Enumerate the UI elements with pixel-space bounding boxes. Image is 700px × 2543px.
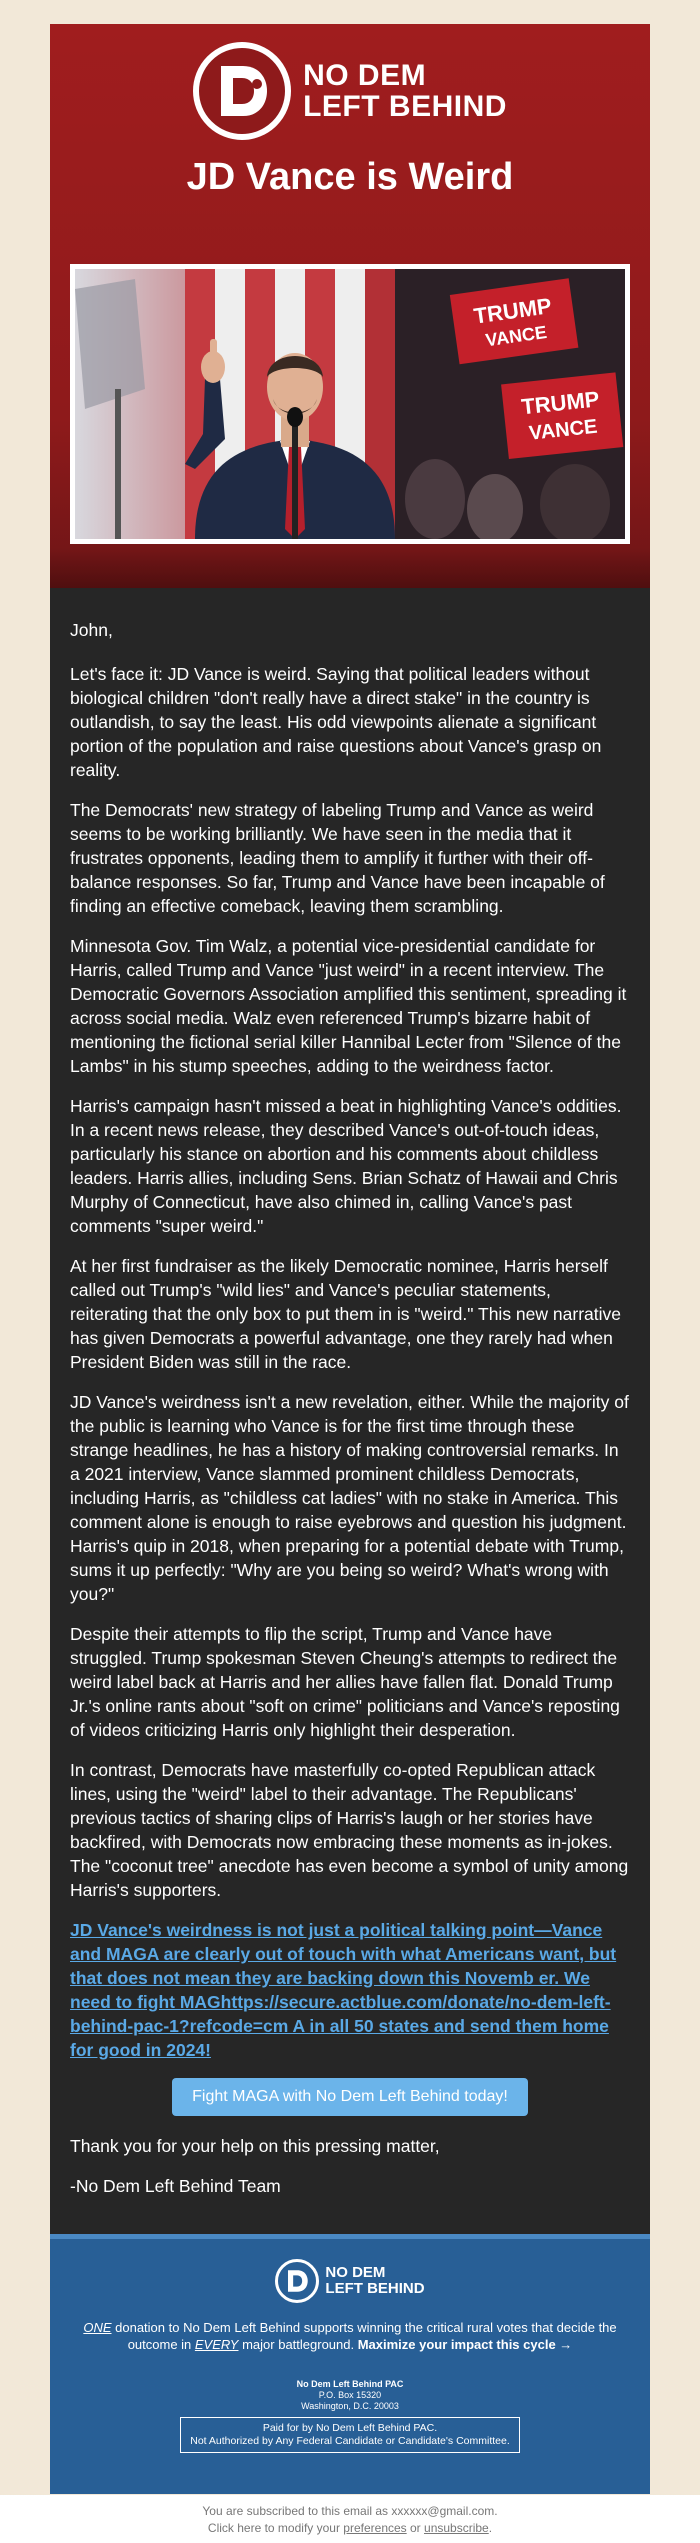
footer-brand-name [325, 2265, 424, 2297]
unsubscribe-link[interactable]: unsubscribe [424, 2521, 489, 2535]
city-line: Washington, D.C. 20003 [301, 2401, 399, 2411]
body-paragraph: The Democrats' new strategy of labeling Trump and Vance as weird seems to be working brilliantly. We have seen in the media that it frustrates opponents, leading them to amplify it further with their off-balance responses. So far, Trump and Vance have been incapable of finding an effective comeback, leaving them scrambling. [70, 800, 605, 916]
mailing-address [50, 2379, 650, 2412]
d-logo-icon [275, 2259, 319, 2303]
button-row [70, 2078, 630, 2116]
email-header [50, 24, 650, 588]
pitch-text: donation to No Dem Left Behind supports winning the critical rural votes that decide the outcome in [111, 2320, 617, 2352]
thanks-text: Thank you for your help on this pressing matter, [70, 2136, 440, 2156]
email-card [50, 24, 650, 2494]
body-paragraph: In contrast, Democrats have masterfully co-opted Republican attack lines, using the "weird" label to their advantage. The Republicans' previous tactics of sharing clips of Harris's laugh or her stories have backfired, with Democrats now embracing these moments as in-jokes. The "coconut tree" anecdote has even become a symbol of unity among Harris's supporters. [70, 1760, 629, 1900]
body-paragraph: At her first fundraiser as the likely Democratic nominee, Harris herself called out Trump's "wild lies" and Vance's peculiar statements, reiterating that the only box to put them in is "weird." This new narrative has given Democrats a powerful advantage, one they rarely had when President Biden was still in the race. [70, 1256, 621, 1372]
sign-text: VANCE [484, 321, 549, 351]
org-name: No Dem Left Behind PAC [296, 2379, 404, 2389]
brand-logo[interactable] [50, 42, 650, 140]
subscribed-line: You are subscribed to this email as xxxxxx@gmail.com. [202, 2504, 498, 2518]
modify-text: Click here to modify your [207, 2521, 344, 2535]
body-paragraph: Despite their attempts to flip the script, Trump and Vance have struggled. Trump spokesman Steven Cheung's attempts to redirect the weird label back at Harris and her allies have fallen flat. Donald Trump Jr.'s online rants about "soft on crime" politicians and Vance's reposting of videos criticizing Harris only highlight their desperation. [70, 1624, 620, 1740]
body-paragraph: Let's face it: JD Vance is weird. Saying that political leaders without biological children "don't really have a direct stake" in the country is outlandish, to say the least. His odd viewpoints alienate a significant portion of the population and raise questions about Vance's grasp on reality. [70, 664, 602, 780]
modify-line [0, 2520, 700, 2537]
donate-button[interactable]: Fight MAGA with No Dem Left Behind today! [172, 2078, 528, 2116]
sign-text: TRUMP [472, 293, 554, 329]
sign-text: VANCE [527, 415, 599, 445]
disclaimer-box [180, 2417, 520, 2453]
email-body [50, 588, 650, 2234]
not-authorized: Not Authorized by Any Federal Candidate or Candidate's Committee. [190, 2435, 510, 2447]
subscription-notice [0, 2495, 700, 2543]
body-paragraph: JD Vance's weirdness isn't a new revelation, either. While the majority of the public is learning who Vance is for the first time through these strange headlines, he has a history of making controversial remarks. In a 2021 interview, Vance slammed prominent childless Democrats, including Harris, as "childless cat ladies" with no stake in America. This comment alone is enough to raise eyebrows and question his judgment. Harris's quip in 2018, when preparing for a potential debate with Trump, sums it up perfectly: "Why are you being so weird? What's wrong with you?" [70, 1392, 629, 1604]
brand-line-1: NO DEM [325, 2264, 386, 2281]
email-footer [50, 2234, 650, 2494]
body-paragraph: Harris's campaign hasn't missed a beat in highlighting Vance's oddities. In a recent news release, they described Vance's out-of-touch ideas, particularly his stance on abortion and his comments about childless leaders. Harris allies, including Sens. Brian Schatz of Hawaii and Chris Murphy of Connecticut, have also chimed in, calling Vance's past comments "super weird." [70, 1096, 622, 1236]
salutation: John, [70, 620, 113, 640]
po-box: P.O. Box 15320 [318, 2390, 382, 2400]
pitch-text: major battleground. [238, 2337, 358, 2352]
modify-text: or [406, 2521, 425, 2535]
maximize-link[interactable]: Maximize your impact this cycle → [357, 2337, 573, 2352]
emphasis-every: EVERY [194, 2337, 239, 2352]
footer-pitch[interactable] [70, 2319, 630, 2353]
d-logo-icon [193, 42, 291, 140]
emphasis-one: ONE [83, 2320, 112, 2335]
header-fade [50, 548, 650, 588]
signoff: -No Dem Left Behind Team [70, 2176, 281, 2196]
brand-name [303, 60, 507, 122]
headline: JD Vance is Weird [186, 156, 514, 198]
brand-line-2: LEFT BEHIND [325, 2280, 425, 2297]
brand-line-2: LEFT BEHIND [303, 90, 507, 123]
body-paragraph: Minnesota Gov. Tim Walz, a potential vice-presidential candidate for Harris, called Trump and Vance "just weird" in a recent interview. The Democratic Governors Association amplified this sentiment, spreading it across social media. Walz even referenced Trump's bizarre habit of mentioning the fictional serial killer Hannibal Lecter from "Silence of the Lambs" in his stump speeches, adding to the weirdness factor. [70, 936, 627, 1076]
preferences-link[interactable]: preferences [343, 2521, 407, 2535]
cta-paragraph [70, 1918, 630, 2062]
modify-text: . [488, 2521, 493, 2535]
hero-photo [70, 264, 630, 544]
sign-text: TRUMP [520, 386, 601, 420]
donate-link[interactable]: JD Vance's weirdness is not just a political talking point—Vance and MAGA are clearly out of touch with what Americans want, but that does not mean they are backing down this Novemb er. We need to fight MAGhttps://secure.actblue.com/donate/no-dem-left-behind-pac-1?refcode=cm A in all 50 states and send them home for good in 2024! [70, 1920, 617, 2060]
paid-for: Paid for by No Dem Left Behind PAC. [262, 2422, 438, 2434]
footer-logo[interactable] [50, 2259, 650, 2303]
brand-line-1: NO DEM [303, 59, 427, 92]
